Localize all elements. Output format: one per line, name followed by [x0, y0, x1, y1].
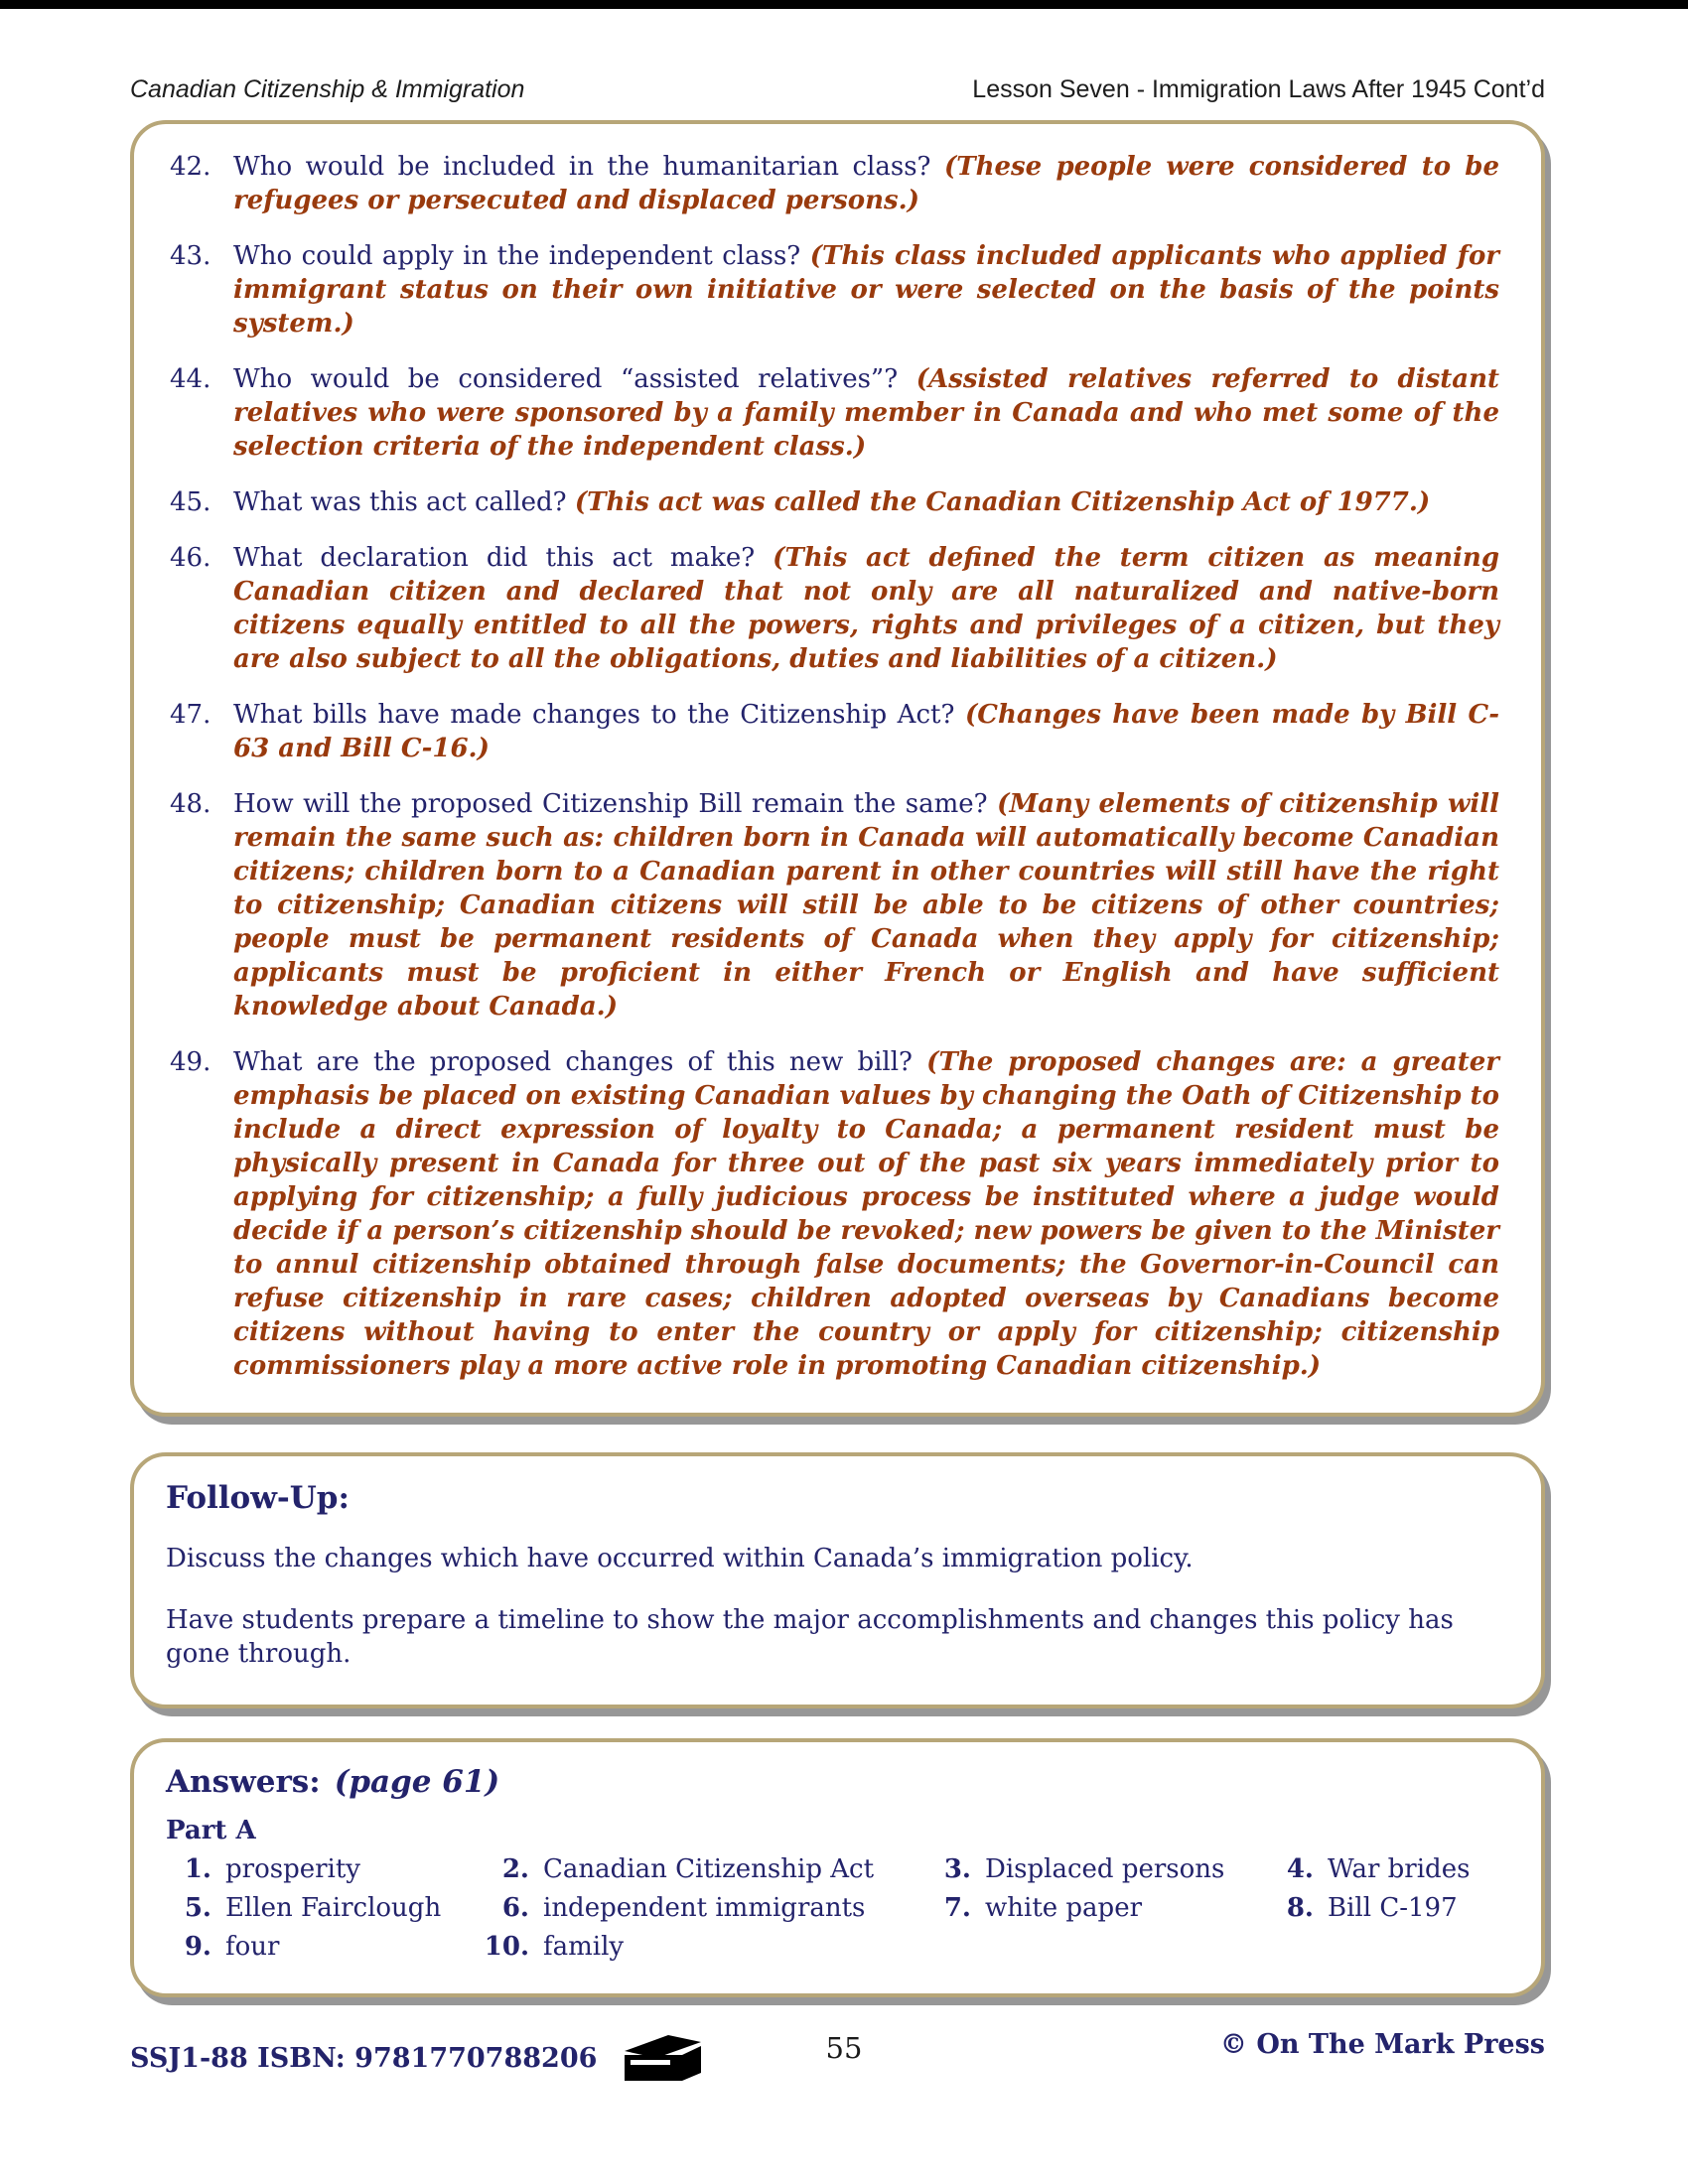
answer-text: (The proposed changes are: a greater emphasis be placed on existing Canadian values by changing the Oath of Citizenship to include a direct expression of loyalty to Canada; a permanent resident must be physically present in Canada for three out of the past six years immediately prior to applying for citizenship; a fully judicious process be instituted where a judge would decide if a person’s citizenship should be revoked; new powers be given to the Minister to annul citizenship obtained through false documents; the Governor-in-Council can refuse citizenship in rare cases; children adopted overseas by Canadians become citizens without having to enter the country or apply for citizenship; citizenship commissioners play a more active role in promoting Canadian citizenship.) — [233, 1047, 1499, 1381]
answer-item: 10. family — [484, 1932, 625, 1962]
answers-grid — [166, 1853, 1501, 1964]
question-item-45 — [170, 485, 1499, 519]
question-text: What bills have made changes to the Citizenship Act? — [233, 700, 955, 730]
part-a-label: Part A — [166, 1816, 256, 1845]
follow-up-heading: Follow-Up: — [166, 1480, 350, 1516]
page-number: 55 — [825, 2031, 863, 2065]
question-number: 47. — [170, 700, 211, 730]
answer-text: (Assisted relatives referred to distant relatives who were sponsored by a family member in Canada and who met some of the selection criteria of the independent class.) — [233, 364, 1499, 462]
answer-text: (Many elements of citizenship will remain the same such as: children born in Canada will automatically become Canadian citizens; children born to a Canadian parent in other countries will still have the right to citizenship; Canadian citizens will still be able to be citizens of other countries; people must be permanent residents of Canada when they apply for citizenship; applicants must be proficient in either French or English and have sufficient knowledge about Canada.) — [233, 789, 1499, 1022]
follow-up-box — [130, 1452, 1545, 1708]
question-text: Who could apply in the independent class? — [233, 241, 801, 271]
question-number: 45. — [170, 487, 211, 517]
question-item-48 — [170, 787, 1499, 1024]
question-number: 44. — [170, 364, 211, 394]
answer-item: 9. four — [184, 1932, 280, 1962]
header-title-left: Canadian Citizenship & Immigration — [130, 75, 525, 103]
question-text: What was this act called? — [233, 487, 567, 517]
scan-edge-strip — [0, 0, 1688, 9]
answer-text: (This act was called the Canadian Citizenship Act of 1977.) — [574, 487, 1431, 517]
answer-text: (These people were considered to be refugees or persecuted and displaced persons.) — [233, 152, 1500, 215]
answer-item: 7. white paper — [943, 1893, 1143, 1923]
question-item-43 — [170, 239, 1499, 341]
copyright-text: © On The Mark Press — [1219, 2029, 1545, 2060]
question-text: Who would be considered “assisted relatives”? — [233, 364, 899, 394]
page-header — [0, 0, 1688, 104]
question-text: Who would be included in the humanitarian class? — [233, 152, 931, 182]
answer-text: (This act defined the term citizen as meaning Canadian citizen and declared that not only are all naturalized and native-born citizens equally entitled to all the powers, rights and privileges of a citizen, but they are also subject to all the obligations, duties and liabilities of a citizen.) — [233, 543, 1499, 674]
question-text: How will the proposed Citizenship Bill remain the same? — [233, 789, 988, 819]
question-number: 48. — [170, 789, 211, 819]
question-number: 49. — [170, 1047, 211, 1077]
isbn-text: SSJ1-88 ISBN: 9781770788206 — [130, 2042, 598, 2074]
answer-item: 4. War brides — [1286, 1854, 1471, 1884]
answer-item: 5. Ellen Fairclough — [184, 1893, 442, 1923]
answer-item: 1. prosperity — [184, 1854, 360, 1884]
follow-up-paragraph: Have students prepare a timeline to show the major accomplishments and changes this policy has gone through. — [166, 1605, 1454, 1669]
question-item-47 — [170, 698, 1499, 765]
header-title-right: Lesson Seven - Immigration Laws After 1945 Cont’d — [972, 75, 1545, 103]
question-item-44 — [170, 362, 1499, 464]
answers-title-text: Answers: — [166, 1764, 321, 1800]
question-text: What are the proposed changes of this new bill? — [233, 1047, 913, 1077]
answer-item: 8. Bill C-197 — [1286, 1893, 1458, 1923]
answers-box — [130, 1738, 1545, 1997]
answers-heading — [166, 1764, 1501, 1800]
question-text: What declaration did this act make? — [233, 543, 756, 573]
questions-box — [130, 120, 1545, 1417]
question-item-49 — [170, 1045, 1499, 1383]
question-number: 43. — [170, 241, 211, 271]
question-item-46 — [170, 541, 1499, 676]
follow-up-paragraph: Discuss the changes which have occurred within Canada’s immigration policy. — [166, 1544, 1194, 1573]
answer-item: 6. independent immigrants — [501, 1893, 866, 1923]
answer-item: 2. Canadian Citizenship Act — [501, 1854, 875, 1884]
question-number: 42. — [170, 152, 211, 182]
question-number: 46. — [170, 543, 211, 573]
answer-text: (This class included applicants who applied for immigrant status on their own initiative or were selected on the basis of the points system.) — [233, 241, 1500, 339]
question-item-42 — [170, 150, 1499, 217]
answer-item: 3. Displaced persons — [943, 1854, 1225, 1884]
page-footer — [0, 2015, 1688, 2085]
answer-text: (Changes have been made by Bill C-63 and Bill C-16.) — [233, 700, 1499, 763]
answers-page-ref: (page 61) — [334, 1764, 500, 1800]
